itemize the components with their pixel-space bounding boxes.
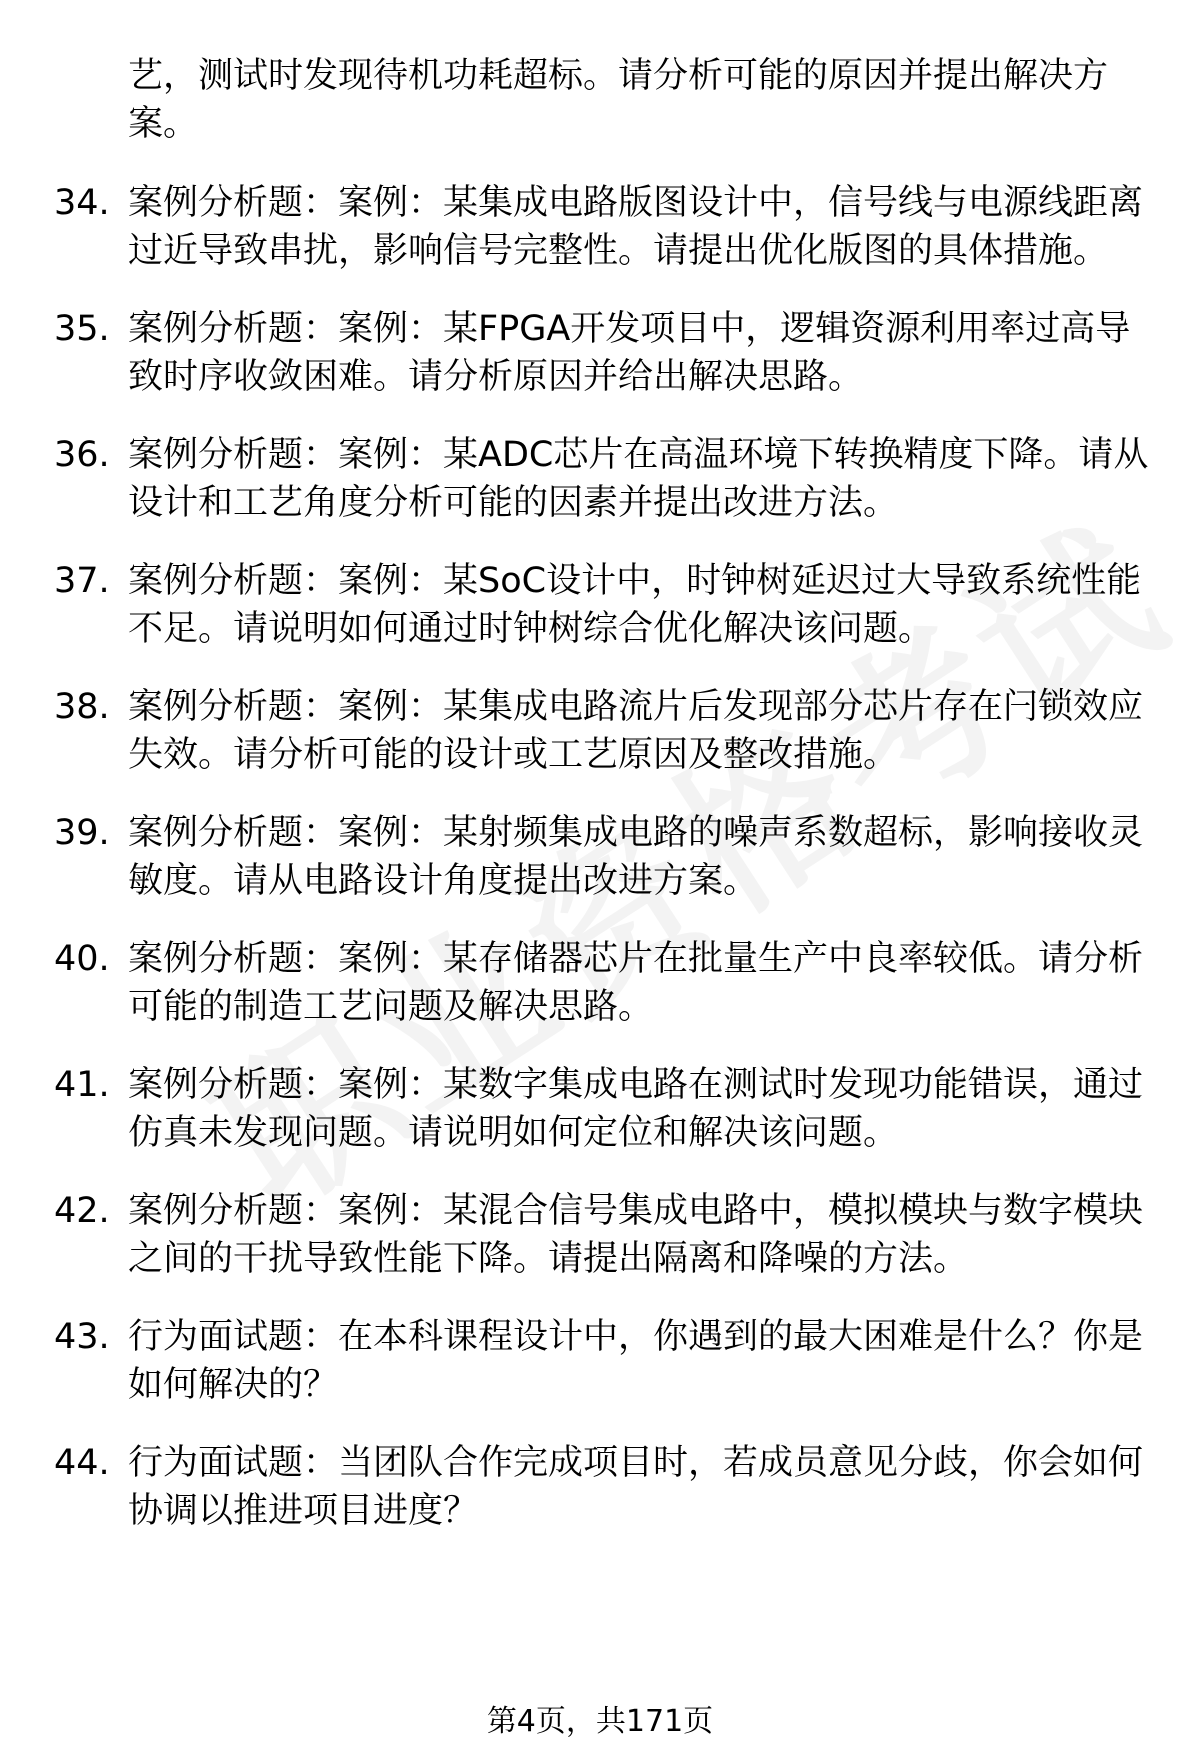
question-text: 行为面试题：在本科课程设计中，你遇到的最大困难是什么？你是如何解决的？ — [128, 1317, 1144, 1405]
question-item — [0, 683, 1153, 779]
question-item — [0, 1061, 1153, 1157]
question-text: 案例分析题：案例：某射频集成电路的噪声系数超标，影响接收灵敏度。请从电路设计角度提出改进方案。 — [128, 813, 1144, 901]
question-number: 43. — [54, 1317, 110, 1357]
question-item — [0, 1187, 1153, 1283]
question-number: 37. — [54, 561, 110, 601]
question-number: 41. — [54, 1065, 110, 1105]
intro-paragraph: 艺，测试时发现待机功耗超标。请分析可能的原因并提出解决方案。 — [128, 56, 1109, 144]
question-text: 案例分析题：案例：某存储器芯片在批量生产中良率较低。请分析可能的制造工艺问题及解决思路。 — [128, 939, 1144, 1027]
question-item — [0, 809, 1153, 905]
question-number: 36. — [54, 435, 110, 475]
question-number: 40. — [54, 939, 110, 979]
question-item — [0, 935, 1153, 1031]
question-text: 案例分析题：案例：某集成电路流片后发现部分芯片存在闩锁效应失效。请分析可能的设计或工艺原因及整改措施。 — [128, 687, 1144, 775]
question-text: 行为面试题：当团队合作完成项目时，若成员意见分歧，你会如何协调以推进项目进度？ — [128, 1443, 1144, 1531]
question-number: 34. — [54, 183, 110, 223]
question-text: 案例分析题：案例：某FPGA开发项目中，逻辑资源利用率过高导致时序收敛困难。请分析原因并给出解决思路。 — [128, 309, 1131, 397]
document-body — [0, 52, 1200, 1565]
question-text: 案例分析题：案例：某ADC芯片在高温环境下转换精度下降。请从设计和工艺角度分析可能的因素并提出改进方法。 — [128, 435, 1149, 523]
question-item — [0, 431, 1153, 527]
question-text: 案例分析题：案例：某集成电路版图设计中，信号线与电源线距离过近导致串扰，影响信号完整性。请提出优化版图的具体措施。 — [128, 183, 1144, 271]
question-item — [0, 1313, 1153, 1409]
question-text: 案例分析题：案例：某数字集成电路在测试时发现功能错误，通过仿真未发现问题。请说明如何定位和解决该问题。 — [128, 1065, 1144, 1153]
question-number: 38. — [54, 687, 110, 727]
question-item — [0, 557, 1153, 653]
question-number: 44. — [54, 1443, 110, 1483]
question-item — [0, 1439, 1153, 1535]
question-number: 42. — [54, 1191, 110, 1231]
question-number: 39. — [54, 813, 110, 853]
question-item — [0, 305, 1153, 401]
question-text: 案例分析题：案例：某混合信号集成电路中，模拟模块与数字模块之间的干扰导致性能下降。请提出隔离和降噪的方法。 — [128, 1191, 1144, 1279]
page-footer: 第4页，共171页 — [486, 1704, 714, 1739]
question-number: 35. — [54, 309, 110, 349]
question-item — [0, 179, 1153, 275]
question-text: 案例分析题：案例：某SoC设计中，时钟树延迟过大导致系统性能不足。请说明如何通过时钟树综合优化解决该问题。 — [128, 561, 1142, 649]
